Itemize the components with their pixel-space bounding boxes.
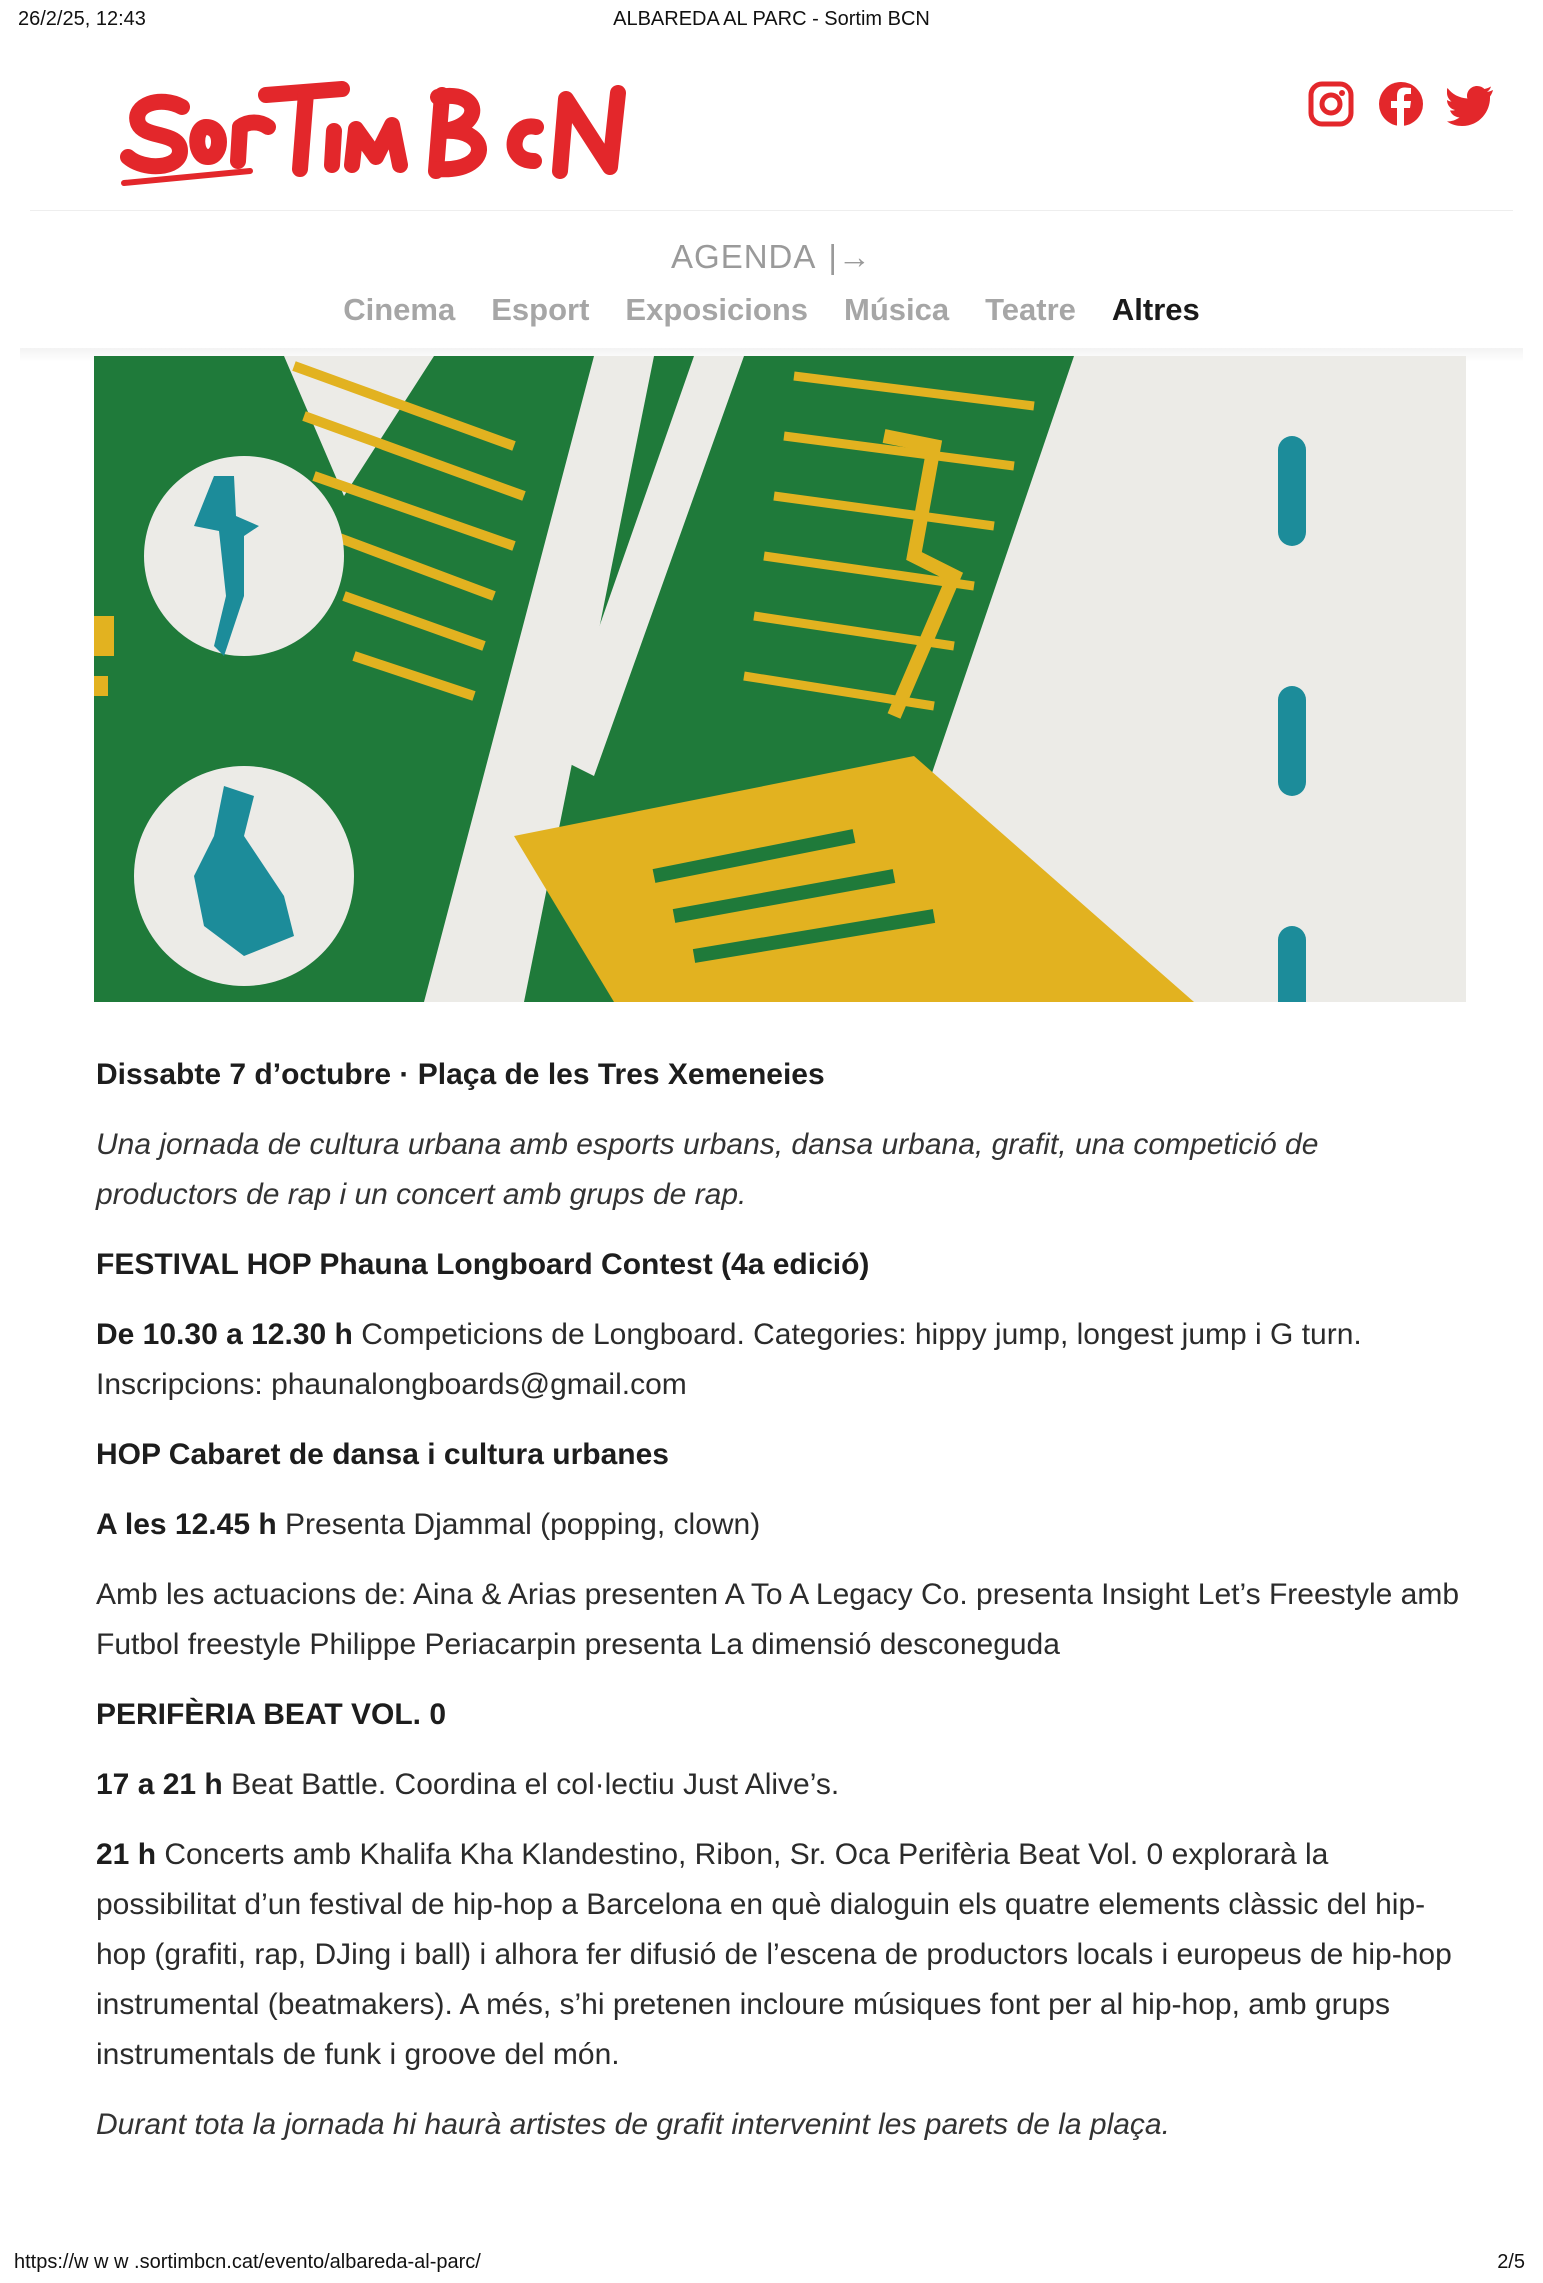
- facebook-icon[interactable]: [1377, 80, 1425, 128]
- event-intro: Una jornada de cultura urbana amb esports urbans, dansa urbana, grafit, una competició de productors de rap i un concert amb grups de rap.: [96, 1128, 1319, 1211]
- instagram-icon[interactable]: [1307, 80, 1355, 128]
- cabaret-desc: Presenta Djammal (popping, clown): [276, 1508, 761, 1541]
- print-page-number: 2/5: [1497, 2251, 1525, 2273]
- section-beat-title: PERIFÈRIA BEAT VOL. 0: [96, 1698, 447, 1731]
- section-longboard-text: [96, 1310, 1466, 1410]
- section-cabaret-text: [96, 1500, 1466, 1550]
- nav-item-teatre[interactable]: Teatre: [985, 292, 1076, 327]
- section-longboard-title: FESTIVAL HOP Phauna Longboard Contest (4a edició): [96, 1248, 870, 1281]
- twitter-icon[interactable]: [1447, 80, 1495, 128]
- cabaret-acts: Amb les actuacions de: Aina & Arias presenten A To A Legacy Co. presenta Insight Let’s Freestyle amb Futbol freestyle Philippe Periacarpin presenta La dimensió desconeguda: [96, 1578, 1460, 1661]
- site-header: [0, 40, 1543, 220]
- beat-battle-text: [96, 1760, 1466, 1810]
- longboard-time: De 10.30 a 12.30 h: [96, 1318, 353, 1351]
- header-divider: [30, 210, 1513, 211]
- longboard-desc: Competicions de Longboard. Categories: hippy jump, longest jump i G turn. Inscripcions: phaunalongboards@gmail.com: [96, 1318, 1362, 1401]
- section-cabaret-title: HOP Cabaret de dansa i cultura urbanes: [96, 1438, 669, 1471]
- site-logo[interactable]: [120, 65, 640, 195]
- concerts-text: [96, 1830, 1466, 2080]
- nav-item-exposicions[interactable]: Exposicions: [625, 292, 809, 327]
- nav-item-cinema[interactable]: Cinema: [343, 292, 456, 327]
- print-url: https://w w w .sortimbcn.cat/evento/albareda-al-parc/: [14, 2251, 481, 2273]
- beat-battle-desc: Beat Battle. Coordina el col·lectiu Just Alive’s.: [222, 1768, 840, 1801]
- cabaret-time: A les 12.45 h: [96, 1508, 277, 1541]
- print-datetime: 26/2/25, 12:43: [18, 8, 146, 30]
- nav-item-esport[interactable]: Esport: [491, 292, 590, 327]
- nav-item-altres[interactable]: Altres: [1111, 292, 1200, 327]
- beat-battle-time: 17 a 21 h: [96, 1768, 223, 1801]
- print-title: ALBAREDA AL PARC - Sortim BCN: [613, 8, 930, 30]
- agenda-label: AGENDA: [671, 238, 817, 275]
- event-date-place: Dissabte 7 d’octubre · Plaça de les Tres Xemeneies: [96, 1058, 825, 1091]
- print-header: [0, 0, 1543, 40]
- event-poster-image: [94, 356, 1466, 1002]
- agenda-link[interactable]: [0, 238, 1543, 276]
- arrow-right-icon: |→: [828, 238, 872, 275]
- event-description: [96, 1050, 1466, 2150]
- category-nav: [0, 292, 1543, 328]
- print-footer: [0, 2243, 1543, 2283]
- concerts-desc: Concerts amb Khalifa Kha Klandestino, Ribon, Sr. Oca Perifèria Beat Vol. 0 explorarà la possibilitat d’un festival de hip-hop a Barcelona en què dialoguin els quatre elements clàssic del hip-hop (grafiti, rap, DJing i ball) i alhora fer difusió de l’escena de productors locals i europeus de hip-hop instrumental (beatmakers). A més, s’hi pretenen incloure músiques font per al hip-hop, amb grups instrumentals de funk i groove del món.: [96, 1838, 1452, 2071]
- event-closing-note: Durant tota la jornada hi haurà artistes de grafit intervenint les parets de la plaça.: [96, 2108, 1170, 2141]
- concerts-time: 21 h: [96, 1838, 157, 1871]
- social-links: [1307, 80, 1495, 128]
- nav-item-musica[interactable]: Música: [844, 292, 950, 327]
- poster-artwork: [94, 356, 1466, 1002]
